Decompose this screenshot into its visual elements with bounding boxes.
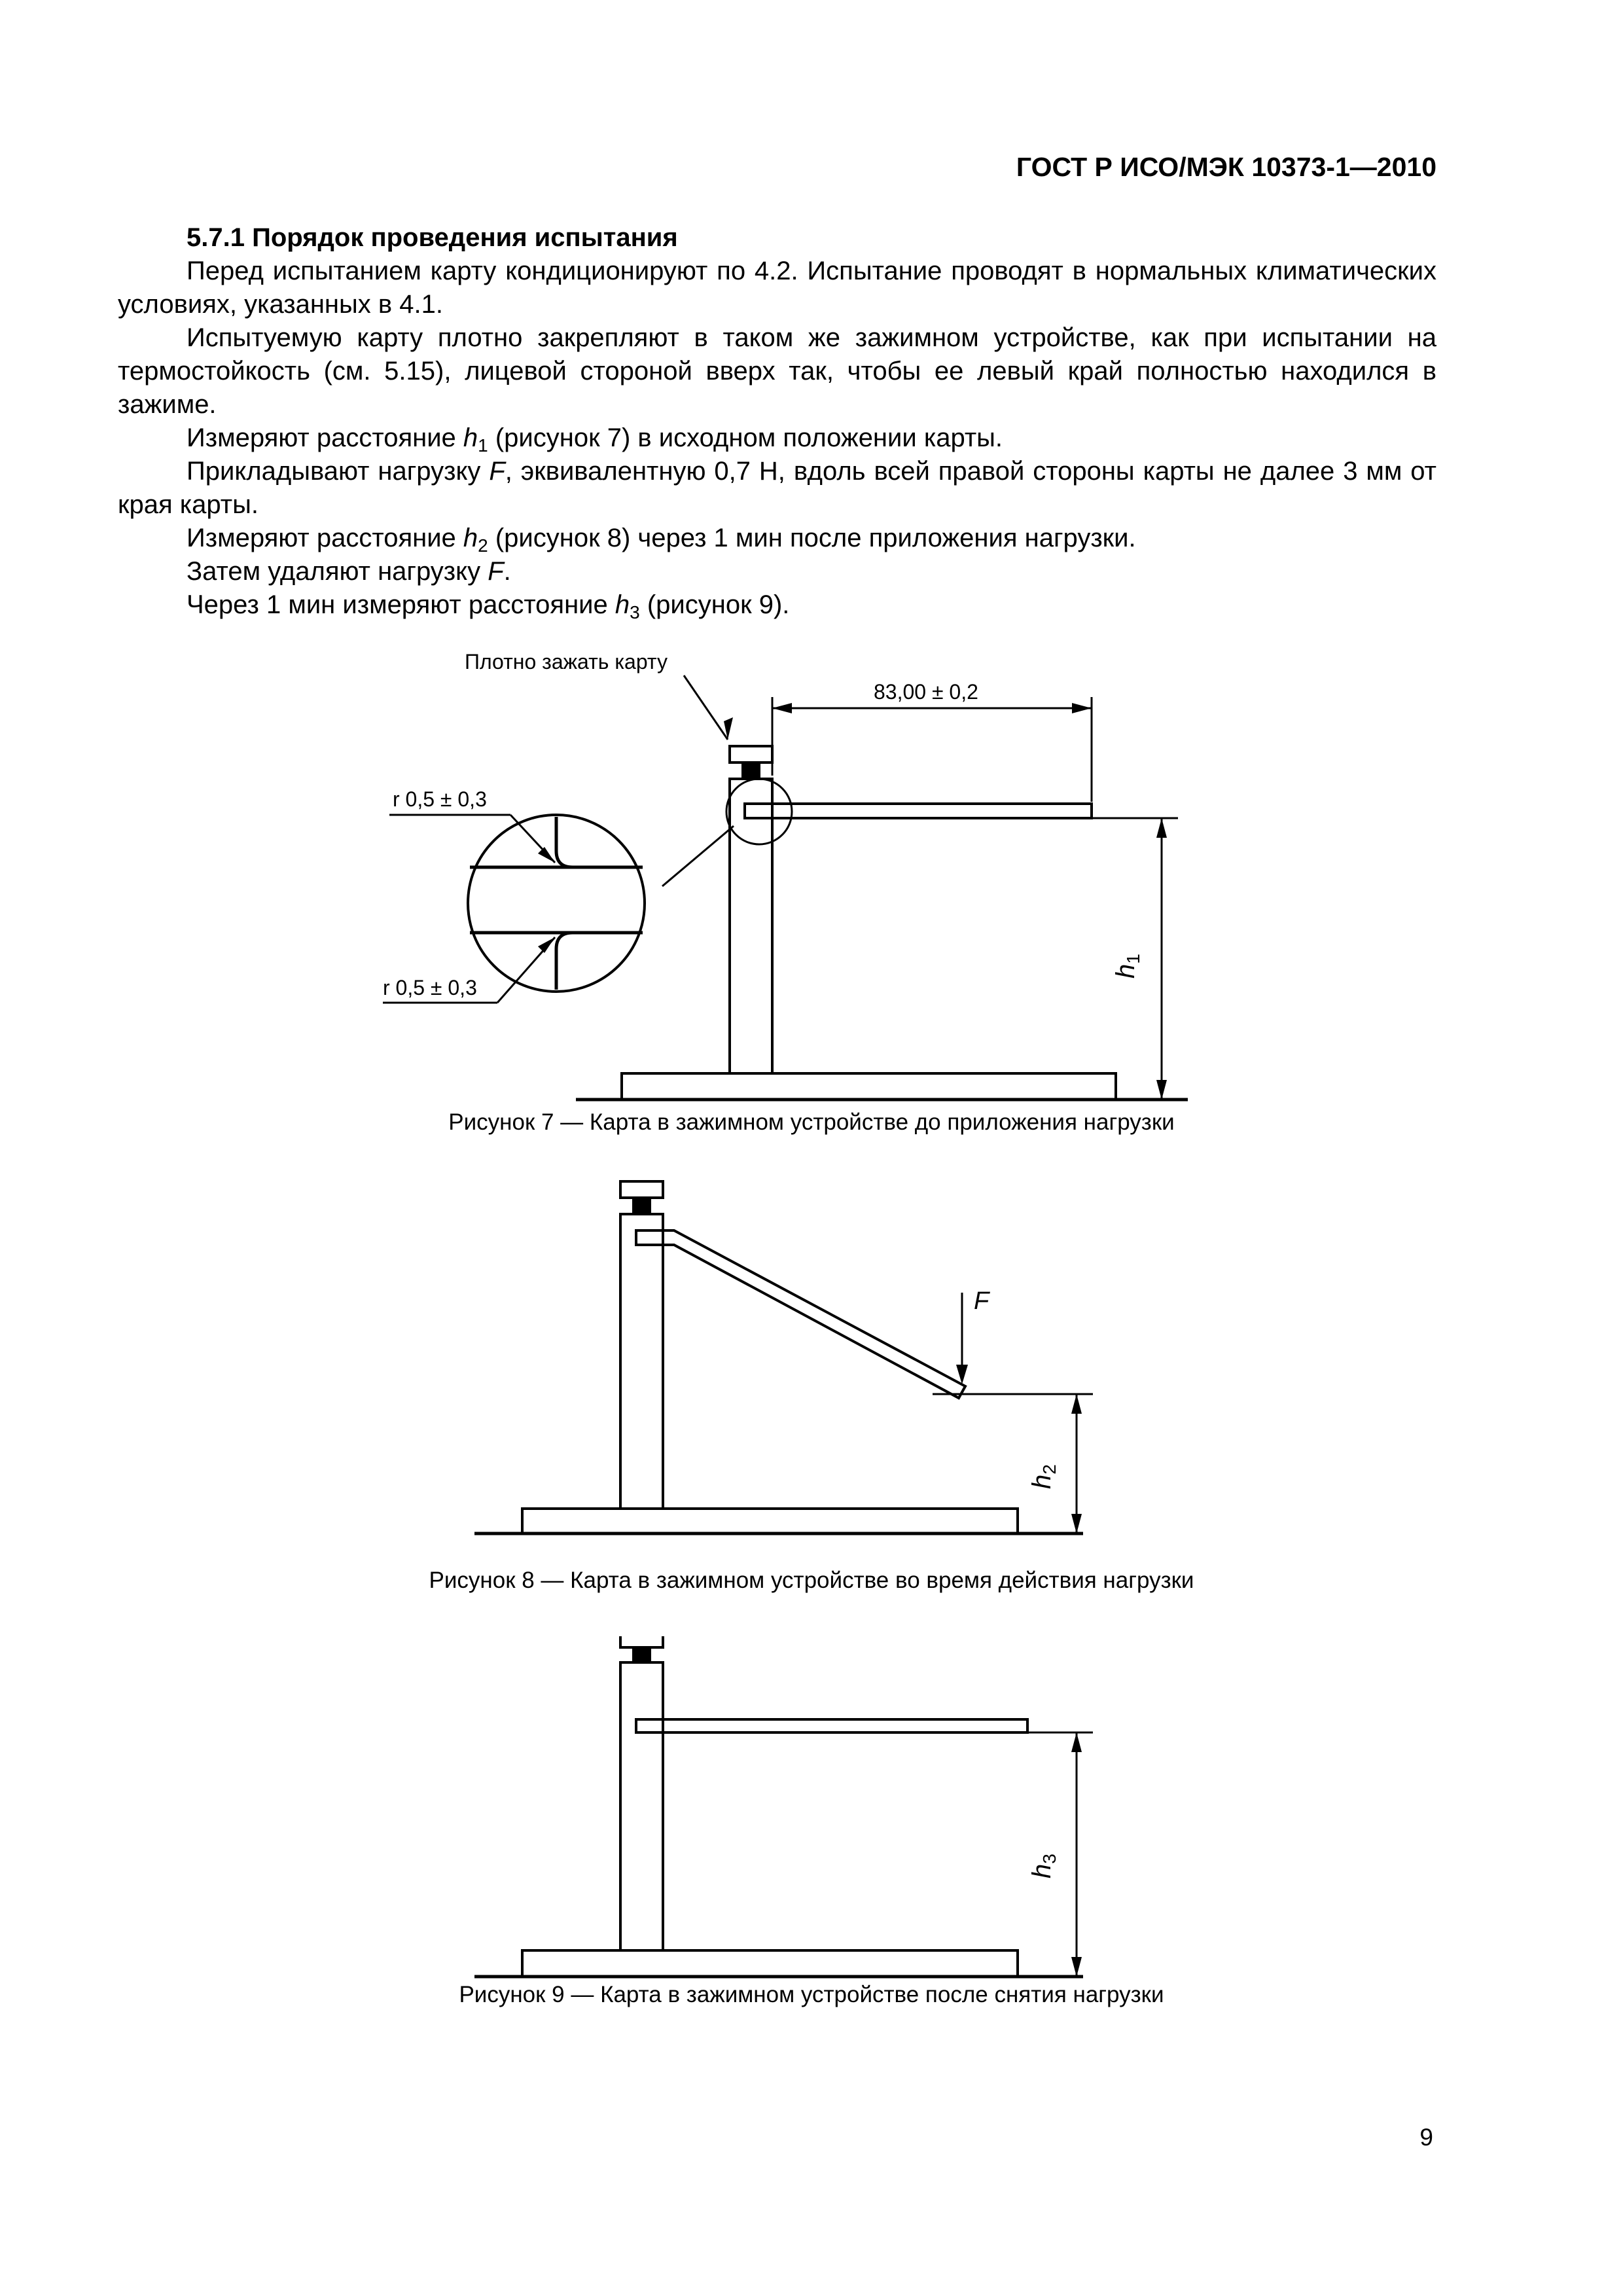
fig7-radius-bottom: r 0,5 ± 0,3 — [383, 976, 477, 999]
fig7-dimension: 83,00 ± 0,2 — [874, 680, 978, 704]
fig7-height-label: $h_1$ — [1111, 954, 1143, 978]
fig9-card — [636, 1719, 1027, 1732]
fig9-base — [522, 1950, 1018, 1977]
figure-9-diagram — [0, 1636, 1623, 2029]
figure-7-caption: Рисунок 7 — Карта в зажимном устройстве до приложения нагрузки — [448, 1109, 1175, 1135]
paragraph-1: Перед испытанием карту кондиционируют по 4.2. Испытание проводят в нормальных климатических условиях, указанных в 4.1. — [118, 257, 1436, 319]
paragraph-2: Испытуемую карту плотно закрепляют в таком же зажимном устройстве, как при испытании на термостойкость (см. 5.15), лицевой стороной вверх так, чтобы ее левый край полностью находился в зажиме. — [118, 323, 1436, 419]
fig8-card — [636, 1230, 965, 1398]
paragraph-6: Затем удаляют нагрузку F. — [187, 557, 511, 586]
document-header: ГОСТ Р ИСО/МЭК 10373-1—2010 — [1016, 152, 1436, 182]
fig7-clamp-knob — [730, 746, 772, 762]
paragraph-5: Измеряют расстояние $h_2$ (рисунок 8) через 1 мин после приложения нагрузки. — [187, 524, 1136, 556]
paragraph-7: Через 1 мин измеряют расстояние $h_3$ (рисунок 9). — [187, 590, 790, 622]
fig9-clamp-knob — [620, 1636, 663, 1647]
fig7-radius-top: r 0,5 ± 0,3 — [393, 787, 487, 811]
fig7-post — [730, 779, 772, 1073]
fig8-force-label: F — [974, 1287, 990, 1315]
fig9-post — [620, 1662, 663, 1950]
figure-9-caption: Рисунок 9 — Карта в зажимном устройстве после снятия нагрузки — [459, 1982, 1164, 2007]
figure-8-caption: Рисунок 8 — Карта в зажимном устройстве во время действия нагрузки — [429, 1568, 1194, 1593]
paragraph-4: Прикладывают нагрузку F, эквивалентную 0,7 Н, вдоль всей правой стороны карты не далее 3 мм от края карты. — [118, 457, 1436, 519]
figure-8-diagram — [0, 1178, 1623, 1590]
fig8-height-label: $h_2$ — [1027, 1464, 1060, 1489]
fig8-post — [620, 1214, 663, 1509]
fig8-base — [522, 1509, 1018, 1534]
fig7-card — [745, 804, 1092, 818]
fig7-clamp-label: Плотно зажать карту — [465, 650, 668, 673]
paragraph-3: Измеряют расстояние $h_1$ (рисунок 7) в исходном положении карты. — [187, 423, 1003, 456]
fig9-height-label: $h_3$ — [1027, 1854, 1060, 1878]
section-heading: 5.7.1 Порядок проведения испытания — [187, 223, 678, 252]
fig8-clamp-knob — [620, 1181, 663, 1198]
page-number: 9 — [1419, 2124, 1433, 2151]
fig7-base — [622, 1073, 1116, 1100]
